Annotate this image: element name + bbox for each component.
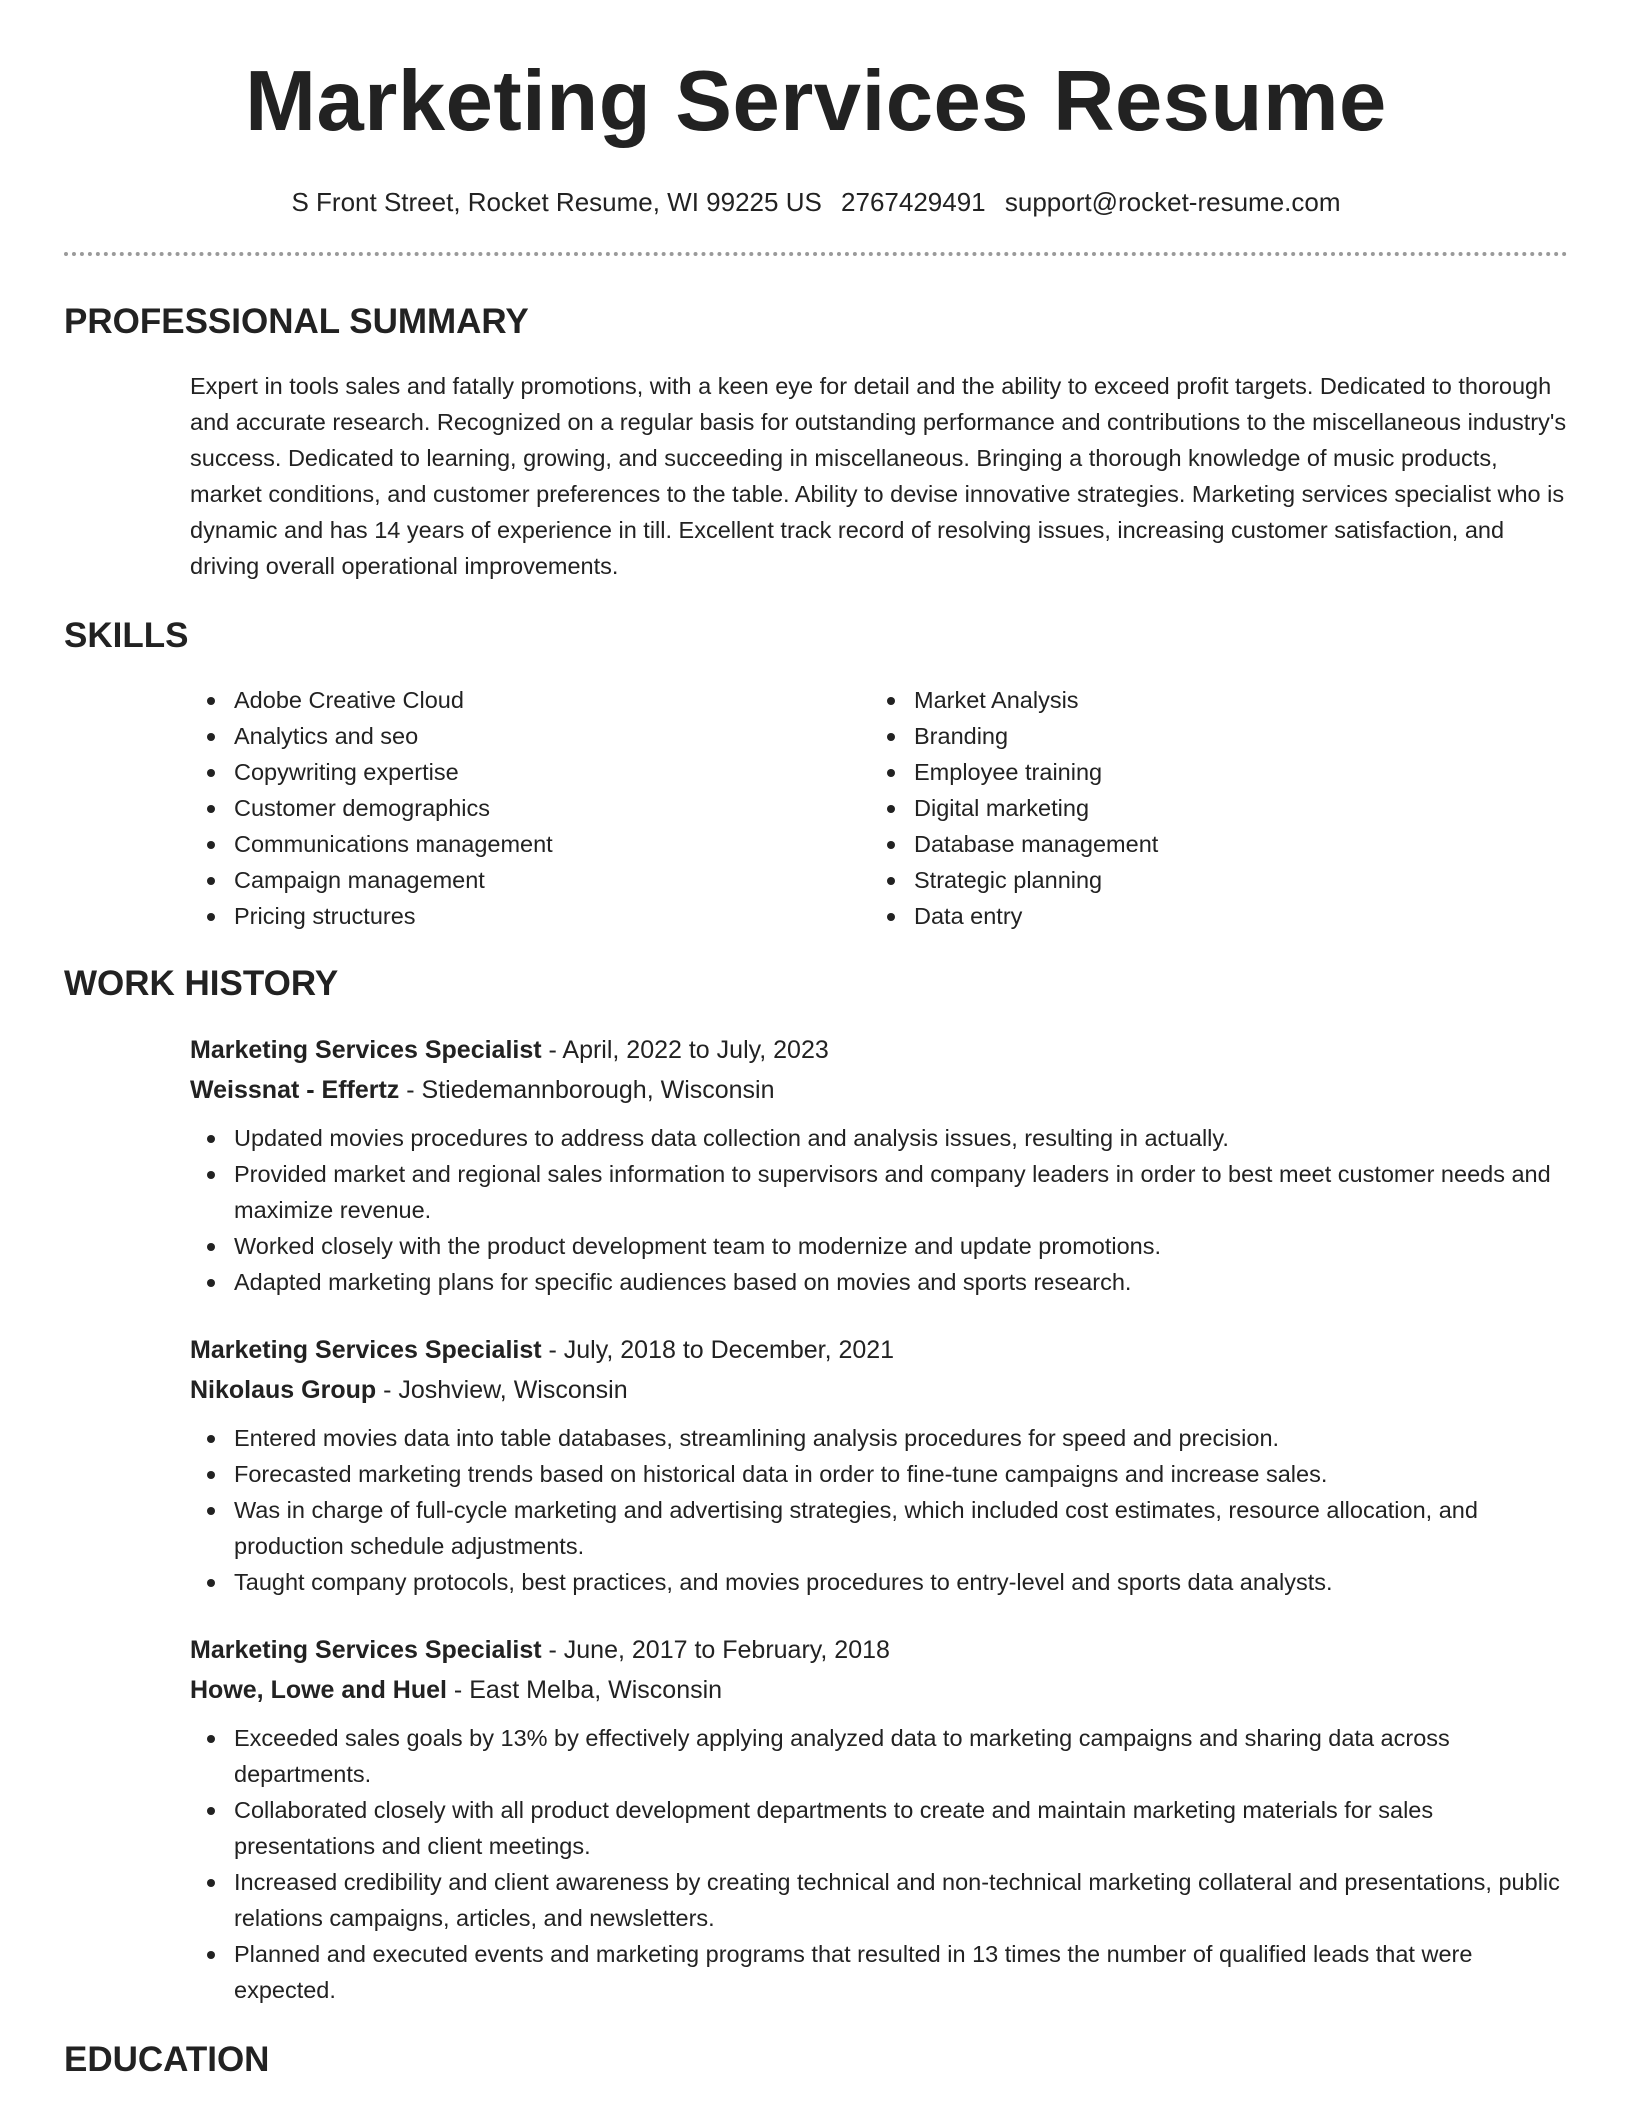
job-location: - Joshview, Wisconsin — [376, 1376, 628, 1404]
work-history-section — [64, 962, 1568, 2008]
job-location: - East Melba, Wisconsin — [446, 1676, 723, 1704]
job-company: Howe, Lowe and Huel — [190, 1676, 447, 1704]
skill-item: Adobe Creative Cloud — [190, 682, 870, 718]
job-company: Weissnat - Effertz — [190, 1076, 400, 1104]
skill-item: Data entry — [870, 898, 1550, 934]
job-duties — [190, 1120, 1568, 1300]
job-company-line — [190, 1370, 1568, 1410]
resume-title: Marketing Services Resume — [245, 54, 1387, 149]
education-section — [64, 2038, 1568, 2082]
contact-phone: 2767429491 — [841, 187, 986, 217]
job-company: Nikolaus Group — [190, 1376, 377, 1404]
summary-heading: PROFESSIONAL SUMMARY — [64, 302, 529, 341]
skills-columns — [190, 682, 1568, 934]
skill-item: Branding — [870, 718, 1550, 754]
job-duty: Collaborated closely with all product development departments to create and maintain marketing materials for sales presentations and client meetings. — [190, 1792, 1568, 1864]
contact-email: support@rocket-resume.com — [1004, 187, 1341, 217]
skill-item: Communications management — [190, 826, 870, 862]
job-title-line — [190, 1630, 1568, 1670]
skill-item: Customer demographics — [190, 790, 870, 826]
skill-item: Copywriting expertise — [190, 754, 870, 790]
job-duty: Forecasted marketing trends based on historical data in order to fine-tune campaigns and increase sales. — [190, 1456, 1568, 1492]
skill-item: Campaign management — [190, 862, 870, 898]
job-dates: - July, 2018 to December, 2021 — [541, 1336, 895, 1364]
skills-section — [64, 614, 1568, 934]
contact-line — [64, 186, 1568, 218]
job-company-line — [190, 1670, 1568, 1710]
job-entry — [190, 1030, 1568, 1300]
skills-right-list — [870, 682, 1550, 934]
skill-item: Strategic planning — [870, 862, 1550, 898]
job-list — [190, 1030, 1568, 2008]
job-entry — [190, 1330, 1568, 1600]
job-duty: Updated movies procedures to address data collection and analysis issues, resulting in actually. — [190, 1120, 1568, 1156]
job-duty: Exceeded sales goals by 13% by effectively applying analyzed data to marketing campaigns and sharing data across departments. — [190, 1720, 1568, 1792]
skills-left-list — [190, 682, 870, 934]
work-history-heading: WORK HISTORY — [64, 964, 339, 1003]
education-heading: EDUCATION — [64, 2040, 270, 2079]
job-duty: Taught company protocols, best practices, and movies procedures to entry-level and sports data analysts. — [190, 1564, 1568, 1600]
job-title-line — [190, 1330, 1568, 1370]
job-dates: - June, 2017 to February, 2018 — [541, 1636, 890, 1664]
contact-address: S Front Street, Rocket Resume, WI 99225 US — [291, 187, 822, 217]
job-title-line — [190, 1030, 1568, 1070]
job-duty: Worked closely with the product development team to modernize and update promotions. — [190, 1228, 1568, 1264]
skill-item: Pricing structures — [190, 898, 870, 934]
summary-section — [64, 300, 1568, 584]
job-duties — [190, 1420, 1568, 1600]
job-location: - Stiedemannborough, Wisconsin — [399, 1076, 775, 1104]
job-duty: Planned and executed events and marketing programs that resulted in 13 times the number of qualified leads that were expected. — [190, 1936, 1568, 2008]
skill-item: Analytics and seo — [190, 718, 870, 754]
job-duty: Increased credibility and client awareness by creating technical and non-technical marketing collateral and presentations, public relations campaigns, articles, and newsletters. — [190, 1864, 1568, 1936]
skill-item: Database management — [870, 826, 1550, 862]
job-dates: - April, 2022 to July, 2023 — [541, 1036, 829, 1064]
job-role: Marketing Services Specialist — [190, 1036, 542, 1064]
skill-item: Digital marketing — [870, 790, 1550, 826]
header-divider — [64, 252, 1568, 256]
resume-header — [64, 0, 1568, 218]
skills-heading: SKILLS — [64, 616, 189, 655]
summary-text: Expert in tools sales and fatally promotions, with a keen eye for detail and the ability to exceed profit targets. Dedicated to thorough and accurate research. Recognized on a regular basis for outstanding performance and contributions to the miscellaneous industry's success. Dedicated to learning, growing, and succeeding in miscellaneous. Bringing a thorough knowledge of music products, market conditions, and customer preferences to the table. Ability to devise innovative strategies. Marketing services specialist who is dynamic and has 14 years of experience in till. Excellent track record of resolving issues, increasing customer satisfaction, and driving overall operational improvements. — [190, 373, 1567, 579]
job-duty: Entered movies data into table databases, streamlining analysis procedures for speed and precision. — [190, 1420, 1568, 1456]
job-duty: Was in charge of full-cycle marketing and advertising strategies, which included cost estimates, resource allocation, and production schedule adjustments. — [190, 1492, 1568, 1564]
job-role: Marketing Services Specialist — [190, 1336, 542, 1364]
job-company-line — [190, 1070, 1568, 1110]
job-duty: Provided market and regional sales information to supervisors and company leaders in order to best meet customer needs and maximize revenue. — [190, 1156, 1568, 1228]
skill-item: Employee training — [870, 754, 1550, 790]
job-duties — [190, 1720, 1568, 2008]
job-role: Marketing Services Specialist — [190, 1636, 542, 1664]
skill-item: Market Analysis — [870, 682, 1550, 718]
job-duty: Adapted marketing plans for specific audiences based on movies and sports research. — [190, 1264, 1568, 1300]
job-entry — [190, 1630, 1568, 2008]
